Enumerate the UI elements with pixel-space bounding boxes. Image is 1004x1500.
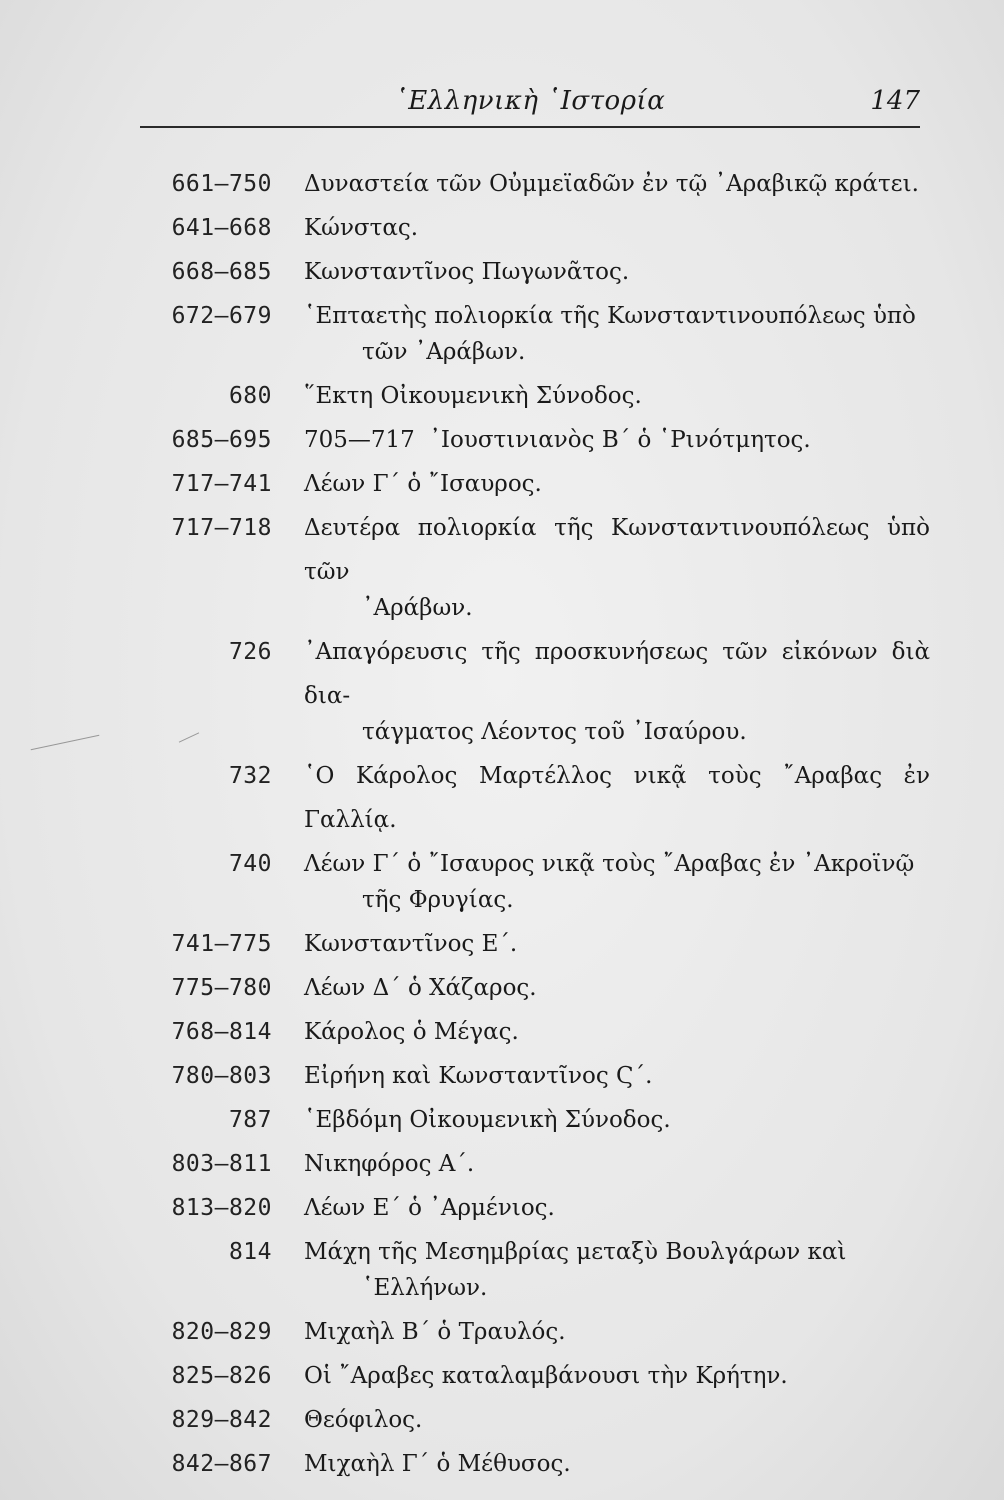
chronology-entry: [140, 1354, 930, 1398]
entry-line: Νικηφόρος Α΄.: [304, 1151, 475, 1177]
entry-text: [304, 294, 930, 374]
entry-text: [304, 1142, 930, 1186]
entry-text: [304, 1230, 930, 1310]
chronology-entry: [140, 294, 930, 374]
entry-line: Μιχαὴλ Β΄ ὁ Τραυλός.: [304, 1319, 566, 1345]
entry-date: 726: [228, 639, 272, 665]
chronology-entry: [140, 462, 930, 506]
entry-line: ῾Ο Κάρολος Μαρτέλλος νικᾷ τοὺς ῎Αραβας ἐν Γαλλίᾳ.: [304, 763, 930, 833]
margin-pencil-mark: [31, 735, 100, 751]
entry-text: [304, 506, 930, 630]
entry-text: [304, 1010, 930, 1054]
entry-line: Λέων Γ΄ ὁ ῎Ισαυρος.: [304, 471, 542, 497]
entry-date: 813—820: [171, 1195, 272, 1221]
entry-line: Λέων Γ΄ ὁ ῎Ισαυρος νικᾷ τοὺς ῎Αραβας ἐν ᾿Ακροϊνῷ: [304, 851, 915, 877]
entry-line-continued: τάγματος Λέοντος τοῦ ᾿Ισαύρου.: [362, 719, 747, 745]
entry-date: 803—811: [171, 1151, 272, 1177]
entry-date: 717—718: [171, 515, 272, 541]
entry-line-continued: ᾿Αράβων.: [362, 595, 473, 621]
entry-text: [304, 1354, 930, 1398]
entry-line: ῞Εκτη Οἰκουμενικὴ Σύνοδος.: [304, 383, 642, 409]
chronology-entry: [140, 842, 930, 922]
chronology-entry: [140, 754, 930, 842]
entry-text: [304, 1398, 930, 1442]
entry-date: 672—679: [171, 303, 272, 329]
entry-text: [304, 1310, 930, 1354]
chronology-entry: [140, 1310, 930, 1354]
page-header: [140, 68, 920, 128]
chronology-entry: [140, 630, 930, 754]
entry-text: [304, 206, 930, 250]
entry-date: 661—750: [171, 171, 272, 197]
entry-text: [304, 1442, 930, 1486]
entry-line: ῾Εβδόμη Οἰκουμενικὴ Σύνοδος.: [304, 1107, 671, 1133]
entry-date: 768—814: [171, 1019, 272, 1045]
page-number: 147: [870, 86, 920, 116]
entry-text: [304, 462, 930, 506]
chronology-entry: [140, 1054, 930, 1098]
entry-line: Κάρολος ὁ Μέγας.: [304, 1019, 519, 1045]
entry-date: 740: [228, 851, 272, 877]
entry-text: [304, 1054, 930, 1098]
entry-date: 717—741: [171, 471, 272, 497]
entry-line: Δευτέρα πολιορκία τῆς Κωνσταντινουπόλεως ὑπὸ τῶν: [304, 515, 930, 585]
entry-line: Εἰρήνη καὶ Κωνσταντῖνος Ϛ΄.: [304, 1063, 653, 1089]
chronology-entry: [140, 418, 930, 462]
entry-line: Κωνσταντῖνος Πωγωνᾶτος.: [304, 259, 630, 285]
entry-date: 732: [228, 763, 272, 789]
entry-date: 787: [228, 1107, 272, 1133]
entry-line: ῾Επταετὴς πολιορκία τῆς Κωνσταντινουπόλεως ὑπὸ: [304, 303, 916, 329]
entry-text: [304, 630, 930, 754]
entry-line: Κώνστας.: [304, 215, 419, 241]
chronology-entry: [140, 374, 930, 418]
entry-date: 829—842: [171, 1407, 272, 1433]
chronology-entry: [140, 1010, 930, 1054]
entry-date: 780—803: [171, 1063, 272, 1089]
entry-date: 680: [228, 383, 272, 409]
entry-line: Μάχη τῆς Μεσημβρίας μεταξὺ Βουλγάρων καὶ: [304, 1239, 847, 1265]
entry-text: [304, 1186, 930, 1230]
entry-line-continued: τῶν ᾿Αράβων.: [362, 339, 526, 365]
running-title: ῾Ελληνικὴ ῾Ιστορία: [394, 86, 666, 116]
entry-date: 685—695: [171, 427, 272, 453]
entry-line: 705—717 ᾿Ιουστινιανὸς Β΄ ὁ ῾Ρινότμητος.: [304, 427, 811, 453]
chronology-entry: [140, 1442, 930, 1486]
entry-line: Δυναστεία τῶν Οὐμμεϊαδῶν ἐν τῷ ᾿Αραβικῷ κράτει.: [304, 171, 919, 197]
entry-text: [304, 922, 930, 966]
entry-text: [304, 966, 930, 1010]
chronology-entry: [140, 922, 930, 966]
entry-date: 668—685: [171, 259, 272, 285]
entry-text: [304, 1098, 930, 1142]
entry-line: Μιχαὴλ Γ΄ ὁ Μέθυσος.: [304, 1451, 571, 1477]
entry-text: [304, 162, 930, 206]
entry-line: Κωνσταντῖνος Ε΄.: [304, 931, 518, 957]
chronology-entry: [140, 250, 930, 294]
entry-line: Θεόφιλος.: [304, 1407, 423, 1433]
entry-line: Οἱ ῎Αραβες καταλαμβάνουσι τὴν Κρήτην.: [304, 1363, 788, 1389]
entry-text: [304, 842, 930, 922]
entry-text: [304, 754, 930, 842]
entry-date: 820—829: [171, 1319, 272, 1345]
entry-line: ᾿Απαγόρευσις τῆς προσκυνήσεως τῶν εἰκόνων διὰ δια-: [304, 639, 930, 709]
chronology-entry: [140, 966, 930, 1010]
chronology-entry: [140, 162, 930, 206]
entry-date: 741—775: [171, 931, 272, 957]
entry-text: [304, 418, 930, 462]
entry-date: 825—826: [171, 1363, 272, 1389]
entry-date: 842—867: [171, 1451, 272, 1477]
entry-line-continued: ῾Ελλήνων.: [362, 1275, 488, 1301]
chronology-entry: [140, 1398, 930, 1442]
chronology-entry: [140, 1230, 930, 1310]
chronology-entry: [140, 506, 930, 630]
chronology-entry: [140, 206, 930, 250]
chronology-entry: [140, 1098, 930, 1142]
entry-line-continued: τῆς Φρυγίας.: [362, 887, 514, 913]
chronology-list: [140, 162, 930, 1486]
entry-line: Λέων Ε΄ ὁ ᾿Αρμένιος.: [304, 1195, 555, 1221]
entry-line: Λέων Δ΄ ὁ Χάζαρος.: [304, 975, 537, 1001]
entry-date: 775—780: [171, 975, 272, 1001]
entry-date: 641—668: [171, 215, 272, 241]
chronology-entry: [140, 1186, 930, 1230]
chronology-entry: [140, 1142, 930, 1186]
entry-text: [304, 250, 930, 294]
entry-text: [304, 374, 930, 418]
entry-date: 814: [228, 1239, 272, 1265]
